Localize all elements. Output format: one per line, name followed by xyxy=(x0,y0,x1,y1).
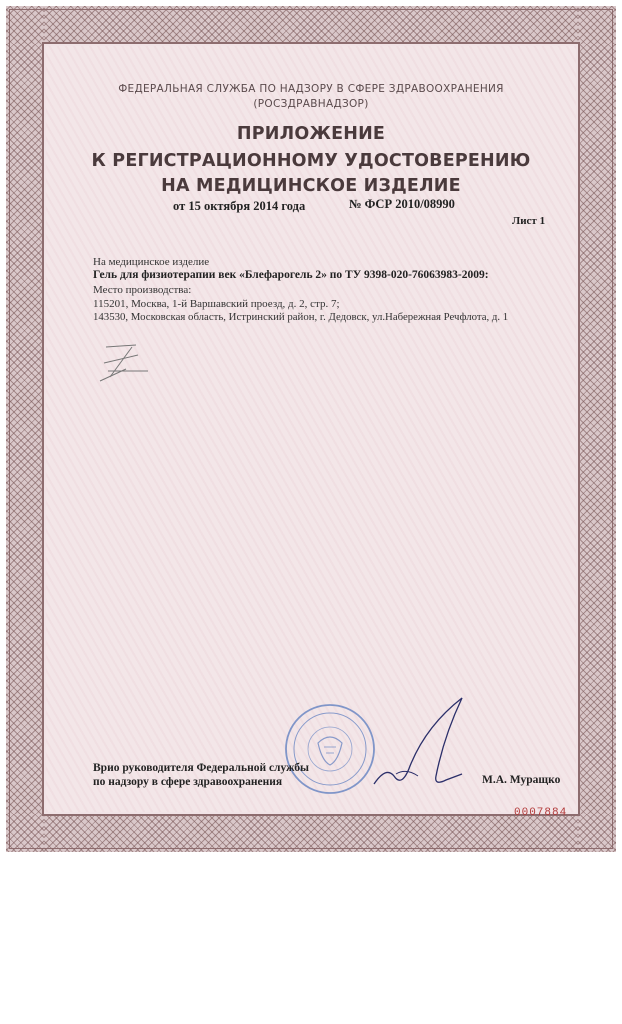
handwritten-z-mark xyxy=(96,341,156,386)
official-stamp-seal xyxy=(284,703,376,795)
title-line-3: НА МЕДИЦИНСКОЕ ИЗДЕЛИЕ xyxy=(161,176,461,196)
product-name: Гель для физиотерапии век «Блефарогель 2» по ТУ 9398-020-76063983-2009: xyxy=(93,269,489,281)
certificate-sheet xyxy=(6,6,616,852)
agency-name: ФЕДЕРАЛЬНАЯ СЛУЖБА ПО НАДЗОРУ В СФЕРЕ ЗДРАВООХРАНЕНИЯ xyxy=(118,83,504,95)
signer-name: М.А. Муращко xyxy=(482,774,561,786)
issue-date: от 15 октября 2014 года xyxy=(173,199,306,213)
sheet-number: Лист 1 xyxy=(512,215,546,227)
intro-text: На медицинское изделие xyxy=(93,256,210,268)
title-line-2: К РЕГИСТРАЦИОННОМУ УДОСТОВЕРЕНИЮ xyxy=(91,151,531,171)
address-1: 115201, Москва, 1-й Варшавский проезд, д. 2, стр. 7; xyxy=(93,298,340,310)
signer-title-line-2: по надзору в сфере здравоохранения xyxy=(93,776,283,788)
handwritten-signature xyxy=(366,696,476,796)
serial-number: 0007884 xyxy=(514,807,568,819)
signer-title-line-1: Врио руководителя Федеральной службы xyxy=(93,762,310,774)
address-2: 143530, Московская область, Истринский район, г. Дедовск, ул.Набережная Речфлота, д. 1 xyxy=(93,311,509,323)
registration-number: № ФСР 2010/08990 xyxy=(349,197,455,211)
title-line-1: ПРИЛОЖЕНИЕ xyxy=(236,124,386,144)
agency-abbrev: (РОСЗДРАВНАДЗОР) xyxy=(253,98,369,110)
place-label: Место производства: xyxy=(93,284,192,296)
